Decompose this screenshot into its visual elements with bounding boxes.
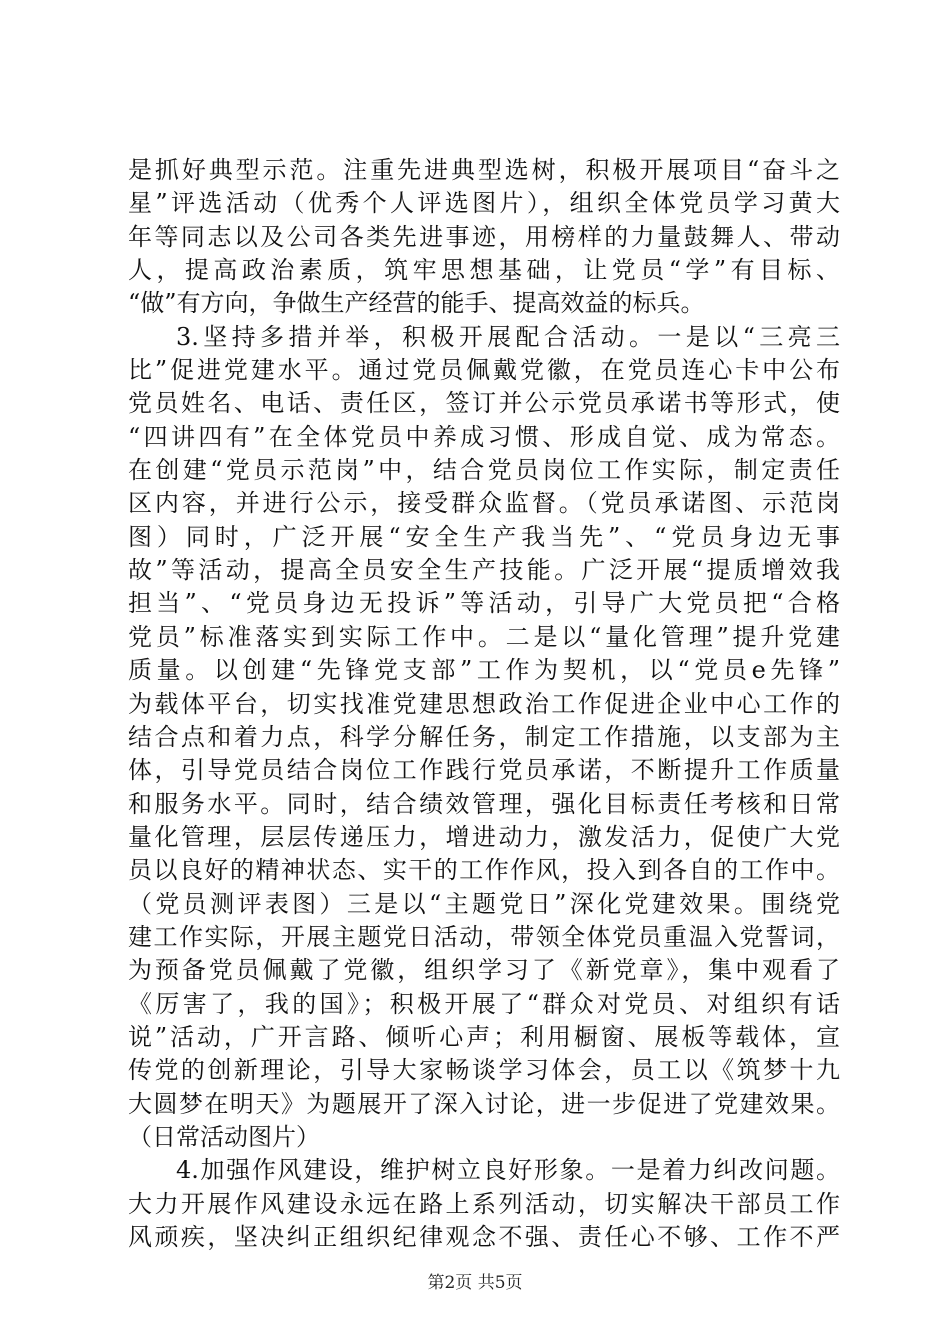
text-line: 大圆梦在明天》为题展开了深入讨论，进一步促进了党建效果。 — [128, 1089, 840, 1118]
text-line: 区内容，并进行公示，接受群众监督。（党员承诺图、示范岗 — [128, 489, 840, 518]
text-line: 结合点和着力点，科学分解任务，制定工作措施，以支部为主 — [128, 722, 840, 751]
text-line: 图）同时，广泛开展“安全生产我当先”、“党员身边无事 — [128, 522, 840, 551]
text-line: （党员测评表图）三是以“主题党日”深化党建效果。围绕党 — [128, 889, 840, 918]
text-line: 星”评选活动（优秀个人评选图片），组织全体党员学习黄大 — [128, 189, 840, 218]
text-line: 在创建“党员示范岗”中，结合党员岗位工作实际，制定责任 — [128, 456, 840, 485]
text-line: 党员姓名、电话、责任区，签订并公示党员承诺书等形式，使 — [128, 389, 840, 418]
body-text — [128, 154, 840, 1254]
text-line: 量化管理，层层传递压力，增进动力，激发活力，促使广大党 — [128, 822, 840, 851]
text-line: 故”等活动，提高全员安全生产技能。广泛开展“提质增效我 — [128, 556, 840, 585]
text-line: 人，提高政治素质，筑牢思想基础，让党员“学”有目标、 — [128, 256, 840, 285]
text-line: “做”有方向，争做生产经营的能手、提高效益的标兵。 — [128, 289, 705, 318]
text-line: 员以良好的精神状态、实干的工作作风，投入到各自的工作中。 — [128, 856, 840, 885]
page-number-footer: 第2页 共5页 — [427, 1273, 523, 1293]
text-line: 质量。以创建“先锋党支部”工作为契机，以“党员e先锋” — [128, 656, 840, 685]
text-line: 大力开展作风建设永远在路上系列活动，切实解决干部员工作 — [128, 1189, 840, 1218]
text-line: （日常活动图片） — [128, 1122, 320, 1151]
text-line: 建工作实际，开展主题党日活动，带领全体党员重温入党誓词， — [128, 922, 840, 951]
text-line: 传党的创新理论，引导大家畅谈学习体会，员工以《筑梦十九 — [128, 1056, 840, 1085]
text-line: 为载体平台，切实找准党建思想政治工作促进企业中心工作的 — [128, 689, 840, 718]
text-line: 风顽疾，坚决纠正组织纪律观念不强、责任心不够、工作不严 — [128, 1223, 840, 1251]
text-line: 说”活动，广开言路、倾听心声；利用橱窗、展板等载体，宣 — [128, 1022, 840, 1051]
text-line: 和服务水平。同时，结合绩效管理，强化目标责任考核和日常 — [128, 789, 840, 818]
text-line: “四讲四有”在全体党员中养成习惯、形成自觉、成为常态。 — [128, 422, 840, 451]
text-line: 4.加强作风建设，维护树立良好形象。一是着力纠改问题。 — [176, 1156, 840, 1185]
text-line: 《厉害了，我的国》；积极开展了“群众对党员、对组织有话 — [128, 989, 840, 1018]
text-line: 是抓好典型示范。注重先进典型选树，积极开展项目“奋斗之 — [128, 156, 840, 184]
text-line: 担当”、“党员身边无投诉”等活动，引导广大党员把“合格 — [128, 589, 840, 618]
text-line: 体，引导党员结合岗位工作践行党员承诺，不断提升工作质量 — [128, 756, 840, 785]
text-line: 比”促进党建水平。通过党员佩戴党徽，在党员连心卡中公布 — [128, 356, 840, 385]
text-line: 年等同志以及公司各类先进事迹，用榜样的力量鼓舞人、带动 — [128, 222, 840, 251]
text-line: 3.坚持多措并举，积极开展配合活动。一是以“三亮三 — [176, 322, 840, 351]
text-line: 党员”标准落实到实际工作中。二是以“量化管理”提升党建 — [128, 622, 840, 651]
text-line: 为预备党员佩戴了党徽，组织学习了《新党章》，集中观看了 — [128, 956, 840, 985]
